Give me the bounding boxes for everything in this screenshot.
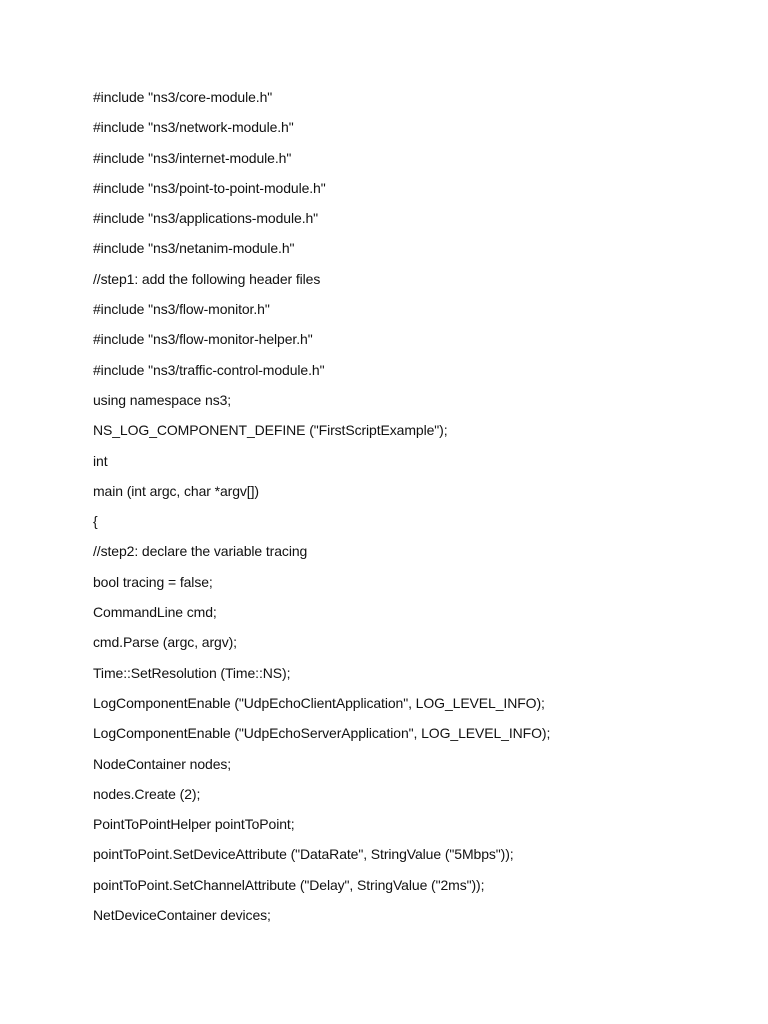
code-line: #include "ns3/traffic-control-module.h" [93, 361, 325, 378]
code-text-body [93, 87, 753, 935]
code-line: { [93, 513, 98, 530]
code-line: LogComponentEnable ("UdpEchoClientApplication", LOG_LEVEL_INFO); [93, 694, 545, 711]
code-line: #include "ns3/point-to-point-module.h" [93, 179, 326, 196]
code-line: #include "ns3/core-module.h" [93, 89, 273, 105]
code-comment-line: //step2: declare the variable tracing [93, 543, 308, 560]
code-line: #include "ns3/network-module.h" [93, 119, 294, 136]
code-comment-line: //step1: add the following header files [93, 270, 321, 287]
code-line: cmd.Parse (argc, argv); [93, 634, 237, 651]
code-line: LogComponentEnable ("UdpEchoServerApplication", LOG_LEVEL_INFO); [93, 725, 551, 742]
code-line: pointToPoint.SetChannelAttribute ("Delay", StringValue ("2ms")); [93, 876, 485, 893]
code-line: #include "ns3/flow-monitor-helper.h" [93, 331, 313, 348]
code-line: bool tracing = false; [93, 573, 213, 590]
code-line: PointToPointHelper pointToPoint; [93, 816, 295, 833]
code-line: pointToPoint.SetDeviceAttribute ("DataRate", StringValue ("5Mbps")); [93, 846, 514, 863]
code-line: nodes.Create (2); [93, 785, 201, 802]
code-line: NodeContainer nodes; [93, 755, 232, 772]
code-line: int [93, 452, 108, 469]
code-line: CommandLine cmd; [93, 604, 217, 621]
code-line: NetDeviceContainer devices; [93, 907, 271, 924]
code-line: #include "ns3/netanim-module.h" [93, 240, 295, 257]
code-line: main (int argc, char *argv[]) [93, 482, 259, 499]
code-line: NS_LOG_COMPONENT_DEFINE ("FirstScriptExample"); [93, 422, 448, 439]
code-line: #include "ns3/flow-monitor.h" [93, 301, 270, 318]
code-line: #include "ns3/internet-module.h" [93, 149, 292, 166]
code-line: Time::SetResolution (Time::NS); [93, 664, 291, 681]
code-line: using namespace ns3; [93, 391, 232, 408]
code-line: #include "ns3/applications-module.h" [93, 210, 319, 227]
